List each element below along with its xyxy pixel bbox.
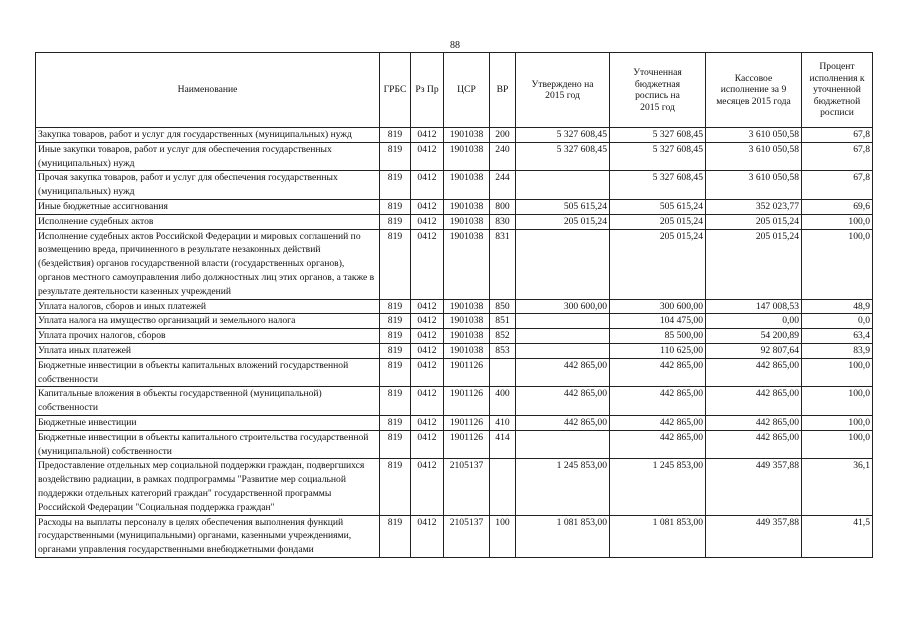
cell-csr: 1901126: [444, 387, 490, 416]
cell-percent: 100,0: [802, 358, 873, 387]
cell-approved: 5 327 608,45: [516, 142, 610, 171]
cell-name: Закупка товаров, работ и услуг для государственных (муниципальных) нужд: [36, 128, 380, 143]
cell-grbs: 819: [380, 128, 411, 143]
table-row: [36, 299, 873, 314]
cell-csr: 1901038: [444, 343, 490, 358]
cell-refined: 205 015,24: [610, 214, 706, 229]
cell-vr: 240: [490, 142, 516, 171]
cell-rzpr: 0412: [411, 358, 444, 387]
cell-grbs: 819: [380, 299, 411, 314]
cell-refined: 5 327 608,45: [610, 142, 706, 171]
cell-csr: 1901126: [444, 358, 490, 387]
cell-refined: 442 865,00: [610, 387, 706, 416]
table-row: [36, 459, 873, 515]
table-row: [36, 358, 873, 387]
cell-vr: 851: [490, 314, 516, 329]
cell-csr: 1901038: [444, 128, 490, 143]
cell-vr: 853: [490, 343, 516, 358]
cell-percent: 67,8: [802, 171, 873, 200]
column-header-percent: Процент исполнения к уточненной бюджетной росписи: [802, 53, 873, 128]
cell-grbs: 819: [380, 329, 411, 344]
cell-refined: 442 865,00: [610, 430, 706, 459]
column-header-refined: Уточненная бюджетная роспись на 2015 год: [610, 53, 706, 128]
column-header-csr: ЦСР: [444, 53, 490, 128]
cell-name: Иные закупки товаров, работ и услуг для обеспечения государственных (муниципальных) нужд: [36, 142, 380, 171]
cell-rzpr: 0412: [411, 459, 444, 515]
cell-approved: 442 865,00: [516, 358, 610, 387]
cell-rzpr: 0412: [411, 229, 444, 299]
cell-rzpr: 0412: [411, 128, 444, 143]
table-row: [36, 214, 873, 229]
cell-percent: 83,9: [802, 343, 873, 358]
cell-percent: 67,8: [802, 128, 873, 143]
cell-rzpr: 0412: [411, 343, 444, 358]
cell-approved: 442 865,00: [516, 387, 610, 416]
cell-vr: 852: [490, 329, 516, 344]
cell-vr: 400: [490, 387, 516, 416]
column-header-approved: Утверждено на 2015 год: [516, 53, 610, 128]
cell-percent: 100,0: [802, 214, 873, 229]
cell-vr: 244: [490, 171, 516, 200]
cell-approved: 5 327 608,45: [516, 128, 610, 143]
cell-rzpr: 0412: [411, 314, 444, 329]
cell-percent: 0,0: [802, 314, 873, 329]
table-row: [36, 329, 873, 344]
cell-vr: 100: [490, 515, 516, 557]
cell-grbs: 819: [380, 142, 411, 171]
cell-percent: 100,0: [802, 387, 873, 416]
cell-name: Бюджетные инвестиции: [36, 415, 380, 430]
cell-rzpr: 0412: [411, 171, 444, 200]
table-row: [36, 415, 873, 430]
cell-vr: [490, 358, 516, 387]
cell-refined: 5 327 608,45: [610, 171, 706, 200]
cell-csr: 1901038: [444, 299, 490, 314]
cell-grbs: 819: [380, 314, 411, 329]
cell-approved: 442 865,00: [516, 415, 610, 430]
cell-csr: 2105137: [444, 515, 490, 557]
cell-approved: [516, 329, 610, 344]
cell-percent: 63,4: [802, 329, 873, 344]
cell-percent: 100,0: [802, 415, 873, 430]
cell-grbs: 819: [380, 171, 411, 200]
cell-refined: 442 865,00: [610, 358, 706, 387]
cell-name: Бюджетные инвестиции в объекты капитальных вложений государственной собственности: [36, 358, 380, 387]
cell-csr: 1901126: [444, 415, 490, 430]
cell-csr: 1901038: [444, 142, 490, 171]
cell-approved: [516, 171, 610, 200]
cell-refined: 85 500,00: [610, 329, 706, 344]
column-header-grbs: ГРБС: [380, 53, 411, 128]
cell-rzpr: 0412: [411, 515, 444, 557]
cell-approved: 505 615,24: [516, 199, 610, 214]
cell-csr: 1901038: [444, 171, 490, 200]
cell-name: Уплата налогов, сборов и иных платежей: [36, 299, 380, 314]
cell-name: Расходы на выплаты персоналу в целях обеспечения выполнения функций государственными (муниципальными) органами, казенными учреждениями, органами управления государственными внебюджетными фондами: [36, 515, 380, 557]
cell-cash: 442 865,00: [706, 358, 802, 387]
cell-percent: 36,1: [802, 459, 873, 515]
cell-name: Прочая закупка товаров, работ и услуг для обеспечения государственных (муниципальных) нужд: [36, 171, 380, 200]
cell-vr: [490, 459, 516, 515]
cell-rzpr: 0412: [411, 199, 444, 214]
cell-cash: 442 865,00: [706, 387, 802, 416]
column-header-vr: ВР: [490, 53, 516, 128]
cell-approved: [516, 229, 610, 299]
cell-name: Капитальные вложения в объекты государственной (муниципальной) собственности: [36, 387, 380, 416]
table-row: [36, 171, 873, 200]
cell-csr: 1901038: [444, 329, 490, 344]
cell-grbs: 819: [380, 358, 411, 387]
cell-name: Бюджетные инвестиции в объекты капитального строительства государственной (муниципальной) собственности: [36, 430, 380, 459]
cell-cash: 0,00: [706, 314, 802, 329]
cell-approved: 205 015,24: [516, 214, 610, 229]
cell-cash: 205 015,24: [706, 229, 802, 299]
cell-vr: 830: [490, 214, 516, 229]
cell-rzpr: 0412: [411, 430, 444, 459]
cell-grbs: 819: [380, 199, 411, 214]
cell-approved: [516, 343, 610, 358]
cell-rzpr: 0412: [411, 299, 444, 314]
cell-refined: 505 615,24: [610, 199, 706, 214]
cell-refined: 104 475,00: [610, 314, 706, 329]
cell-refined: 5 327 608,45: [610, 128, 706, 143]
table-row: [36, 387, 873, 416]
cell-grbs: 819: [380, 415, 411, 430]
cell-cash: 449 357,88: [706, 459, 802, 515]
cell-name: Иные бюджетные ассигнования: [36, 199, 380, 214]
cell-name: Уплата иных платежей: [36, 343, 380, 358]
cell-rzpr: 0412: [411, 214, 444, 229]
cell-approved: 300 600,00: [516, 299, 610, 314]
cell-vr: 831: [490, 229, 516, 299]
cell-vr: 200: [490, 128, 516, 143]
cell-name: Исполнение судебных актов Российской Федерации и мировых соглашений по возмещению вреда, причиненного в результате незаконных действий (бездействия) органов государственной власти (государственных органов), органов местного самоуправления либо должностных лиц этих органов, а также в результате деятельности казенных учреждений: [36, 229, 380, 299]
table-row: [36, 343, 873, 358]
cell-percent: 100,0: [802, 430, 873, 459]
cell-csr: 1901038: [444, 314, 490, 329]
cell-percent: 67,8: [802, 142, 873, 171]
cell-grbs: 819: [380, 343, 411, 358]
cell-csr: 1901038: [444, 229, 490, 299]
budget-table: [35, 52, 873, 558]
table-row: [36, 515, 873, 557]
cell-cash: 3 610 050,58: [706, 171, 802, 200]
cell-cash: 205 015,24: [706, 214, 802, 229]
cell-csr: 2105137: [444, 459, 490, 515]
cell-cash: 442 865,00: [706, 430, 802, 459]
cell-approved: [516, 430, 610, 459]
table-header-row: [36, 53, 873, 128]
cell-cash: 3 610 050,58: [706, 128, 802, 143]
cell-csr: 1901126: [444, 430, 490, 459]
cell-refined: 1 081 853,00: [610, 515, 706, 557]
cell-vr: 410: [490, 415, 516, 430]
cell-grbs: 819: [380, 515, 411, 557]
cell-vr: 800: [490, 199, 516, 214]
cell-cash: 442 865,00: [706, 415, 802, 430]
cell-name: Уплата налога на имущество организаций и земельного налога: [36, 314, 380, 329]
cell-rzpr: 0412: [411, 142, 444, 171]
cell-refined: 1 245 853,00: [610, 459, 706, 515]
cell-grbs: 819: [380, 214, 411, 229]
cell-grbs: 819: [380, 387, 411, 416]
column-header-name: Наименование: [36, 53, 380, 128]
table-row: [36, 314, 873, 329]
cell-vr: 414: [490, 430, 516, 459]
cell-name: Уплата прочих налогов, сборов: [36, 329, 380, 344]
cell-percent: 48,9: [802, 299, 873, 314]
cell-refined: 205 015,24: [610, 229, 706, 299]
cell-percent: 41,5: [802, 515, 873, 557]
cell-refined: 442 865,00: [610, 415, 706, 430]
page-number: 88: [450, 40, 460, 51]
cell-grbs: 819: [380, 459, 411, 515]
cell-percent: 69,6: [802, 199, 873, 214]
cell-approved: 1 081 853,00: [516, 515, 610, 557]
cell-cash: 449 357,88: [706, 515, 802, 557]
cell-refined: 300 600,00: [610, 299, 706, 314]
cell-grbs: 819: [380, 229, 411, 299]
table-body: [36, 128, 873, 558]
cell-cash: 352 023,77: [706, 199, 802, 214]
cell-refined: 110 625,00: [610, 343, 706, 358]
cell-grbs: 819: [380, 430, 411, 459]
cell-percent: 100,0: [802, 229, 873, 299]
cell-vr: 850: [490, 299, 516, 314]
table-row: [36, 142, 873, 171]
cell-approved: 1 245 853,00: [516, 459, 610, 515]
cell-rzpr: 0412: [411, 329, 444, 344]
cell-csr: 1901038: [444, 199, 490, 214]
cell-approved: [516, 314, 610, 329]
cell-csr: 1901038: [444, 214, 490, 229]
cell-cash: 3 610 050,58: [706, 142, 802, 171]
cell-cash: 92 807,64: [706, 343, 802, 358]
cell-name: Исполнение судебных актов: [36, 214, 380, 229]
table-row: [36, 430, 873, 459]
cell-rzpr: 0412: [411, 387, 444, 416]
cell-rzpr: 0412: [411, 415, 444, 430]
column-header-cash: Кассовое исполнение за 9 месяцев 2015 года: [706, 53, 802, 128]
table-row: [36, 199, 873, 214]
table-row: [36, 229, 873, 299]
cell-cash: 54 200,89: [706, 329, 802, 344]
cell-name: Предоставление отдельных мер социальной поддержки граждан, подвергшихся воздействию радиации, в рамках подпрограммы "Развитие мер социальной поддержки отдельных категорий граждан" государственной программы Российской Федерации "Социальная поддержка граждан": [36, 459, 380, 515]
column-header-rzpr: Рз Пр: [411, 53, 444, 128]
cell-cash: 147 008,53: [706, 299, 802, 314]
table-row: [36, 128, 873, 143]
